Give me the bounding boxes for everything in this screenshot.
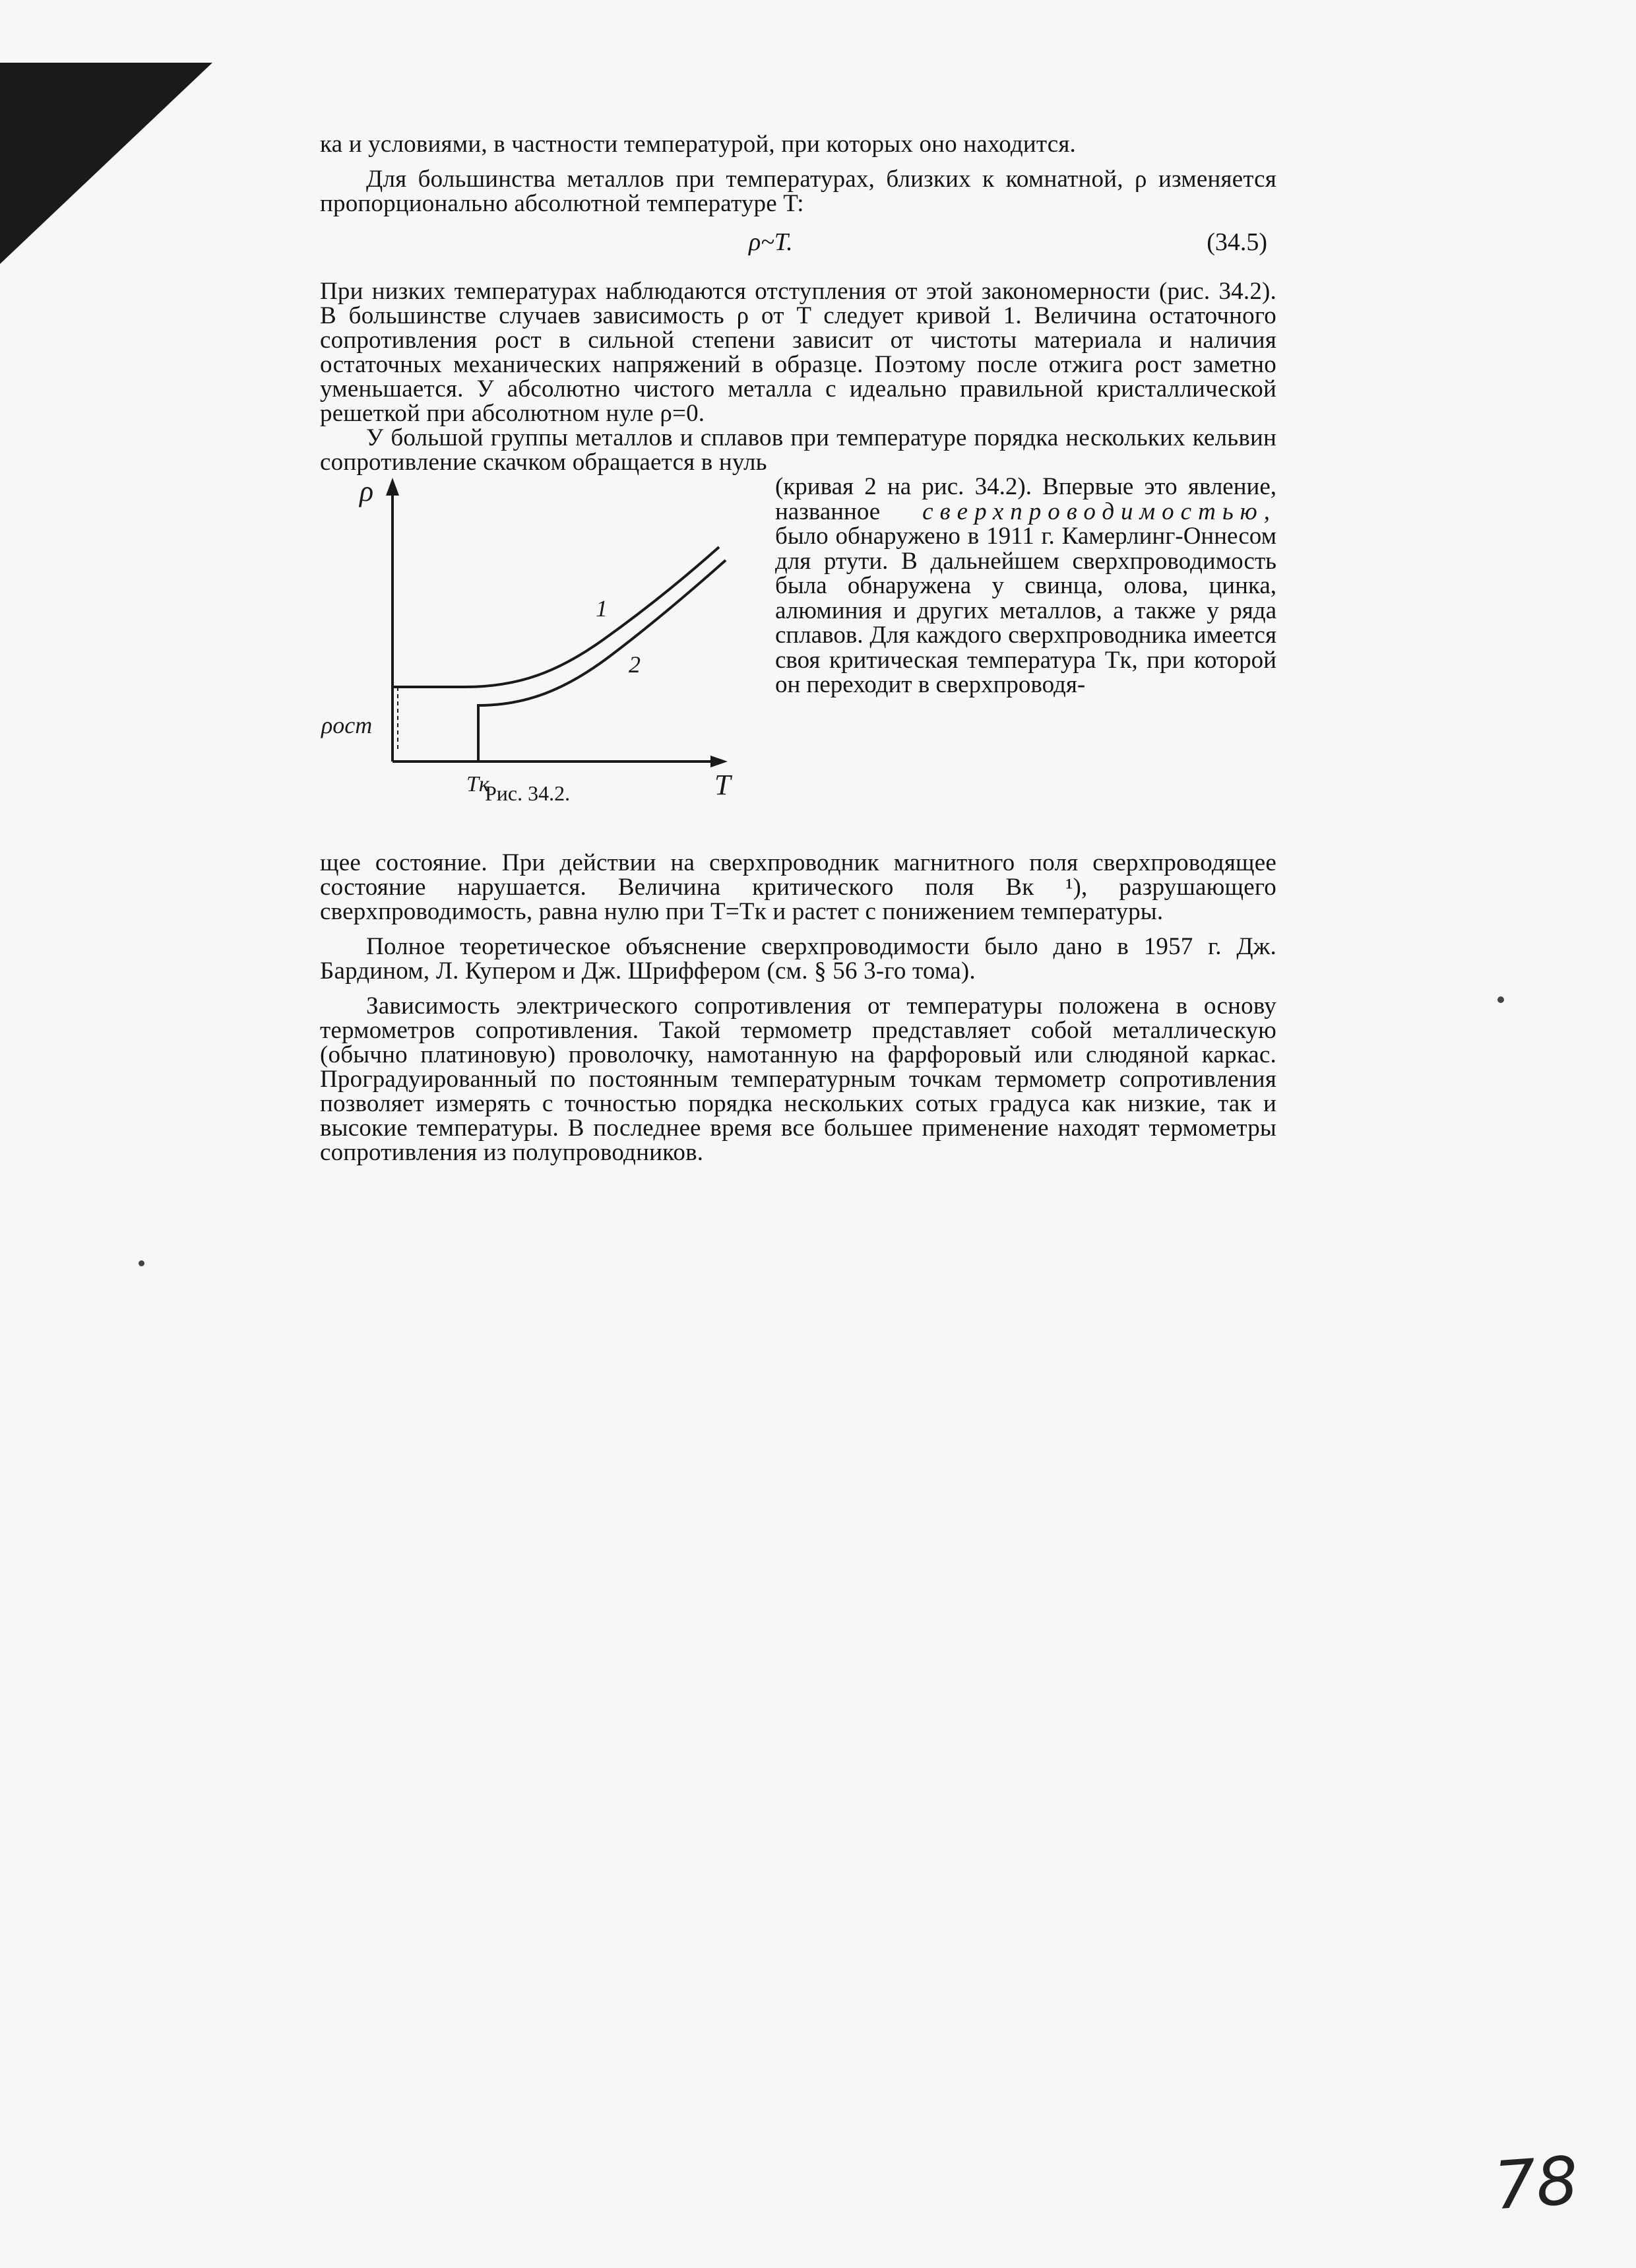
x-axis-label: T: [714, 769, 731, 801]
y-axis-arrow: [386, 478, 399, 496]
paragraph-5: Полное теоретическое объяснение сверхпроводимости было дано в 1957 г. Дж. Бардином, Л. Купером и Дж. Шриффером (см. § 56 3-го тома).: [320, 933, 1276, 985]
figure-plot: [320, 474, 755, 804]
equation-number: (34.5): [1207, 228, 1267, 256]
term-superconductivity: сверхпроводимостью,: [922, 498, 1276, 525]
equation-body: ρ~T.: [749, 228, 793, 256]
side-text-a: (кривая 2 на рис. 34.2). Впервые это явление, названное: [775, 473, 1276, 525]
scan-corner-shadow: [0, 0, 218, 264]
side-text-b: было обнаружено в 1911 г. Камерлинг-Оннесом для ртути. В дальнейшем сверхпроводимость была обнаружена у свинца, олова, цинка, алюминия и других металлов, а также у ряда сплавов. Для каждого сверхпроводника имеется своя критическая температура Tк, при которой он переходит в сверхпроводя-: [775, 523, 1276, 698]
curve-1: [393, 547, 719, 687]
scan-speck-2: [139, 1260, 144, 1266]
paragraph-1: ка и условиями, в частности температурой, при которых оно находится.: [320, 131, 1077, 158]
text-column: [320, 132, 1276, 1165]
tk-label: Tк: [466, 772, 489, 796]
page-number: 78: [1492, 2141, 1581, 2225]
equation-34-5: [320, 216, 1276, 269]
rho-residual-label: ρост: [321, 712, 373, 738]
x-axis-arrow: [710, 756, 728, 767]
paragraph-4-side: [775, 474, 1276, 697]
figure-caption: Рис. 34.2.: [485, 781, 571, 805]
figure-34-2: [320, 474, 755, 851]
curve-2-label: 2: [629, 651, 641, 678]
paragraph-3: При низких температурах наблюдаются отступления от этой закономерности (рис. 34.2). В большинстве случаев зависимость ρ от T следует кривой 1. Величина остаточного сопротивления ρост в сильной степени зависит от чистоты материала и наличия остаточных механических напряжений в образце. Поэтому после отжига ρост заметно уменьшается. У абсолютно чистого металла с идеально правильной кристаллической решеткой при абсолютном нуле ρ=0.: [320, 278, 1276, 427]
curve-1-label: 1: [596, 595, 608, 622]
scan-speck: [1497, 996, 1504, 1003]
figure-wrap-area: [320, 474, 1276, 851]
paragraph-2: Для большинства металлов при температурах, близких к комнатной, ρ изменяется пропорционально абсолютной температуре T:: [320, 166, 1276, 217]
paragraph-6: Зависимость электрического сопротивления от температуры положена в основу термометров сопротивления. Такой термометр представляет собой металлическую (обычно платиновую) проволочку, намотанную на фарфоровый или слюдяной каркас. Проградуированный по постоянным температурным точкам термометр сопротивления позволяет измерять с точностью порядка нескольких сотых градуса как низкие, так и высокие температуры. В последнее время все большее применение находят термометры сопротивления из полупроводников.: [320, 992, 1276, 1166]
paragraph-4-intro: У большой группы металлов и сплавов при температуре порядка нескольких кельвин сопротивление скачком обращается в нуль: [320, 424, 1276, 476]
curve-2: [478, 560, 726, 761]
paragraph-4-tail: щее состояние. При действии на сверхпроводник магнитного поля сверхпроводящее состояние нарушается. Величина критического поля Bк ¹), разрушающего сверхпроводимость, равна нулю при T=Tк и растет с понижением температуры.: [320, 849, 1276, 925]
y-axis-label: ρ: [360, 475, 374, 507]
